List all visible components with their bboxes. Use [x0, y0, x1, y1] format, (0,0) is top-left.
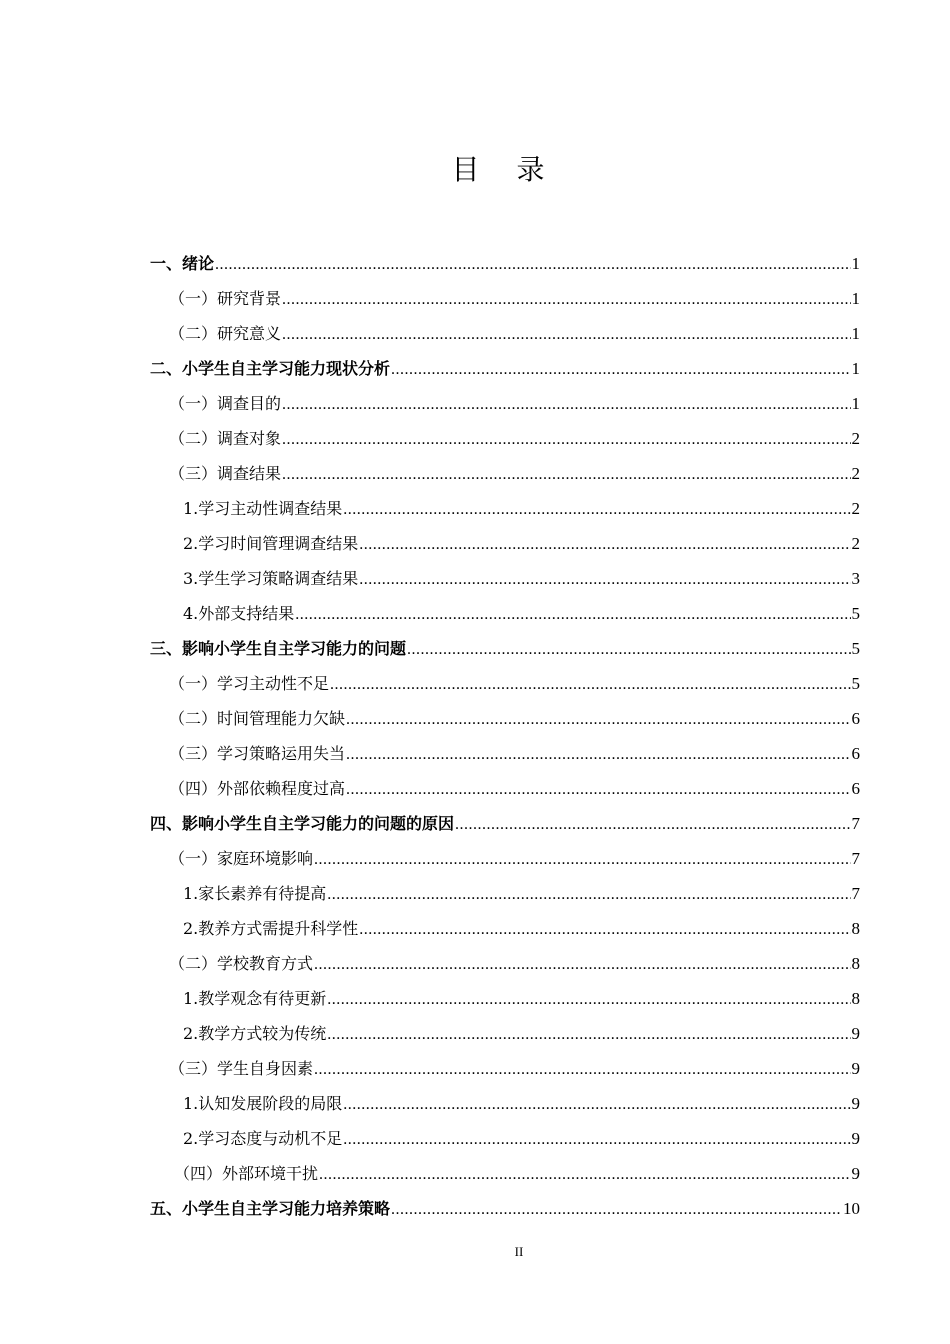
toc-entry[interactable] — [150, 386, 860, 421]
toc-dot-leader — [407, 632, 850, 667]
toc-entry[interactable] — [150, 526, 860, 561]
toc-entry[interactable] — [150, 841, 860, 876]
toc-entry[interactable] — [150, 596, 860, 631]
toc-entry-page-number: 7 — [851, 814, 860, 833]
toc-entry-title: （二）研究意义 — [169, 324, 282, 343]
toc-dot-leader — [359, 562, 850, 597]
toc-dot-leader — [330, 667, 850, 702]
toc-entry[interactable] — [150, 701, 860, 736]
toc-entry-title: 1.家长素养有待提高 — [183, 884, 327, 903]
toc-entry[interactable] — [150, 666, 860, 701]
toc-entry[interactable] — [150, 246, 860, 281]
toc-dot-leader — [215, 247, 850, 282]
toc-entry-title: （二）调查对象 — [169, 429, 282, 448]
toc-entry-page-number: 10 — [843, 1199, 860, 1218]
toc-entry-title: 3.学生学习策略调查结果 — [183, 569, 359, 588]
toc-entry-title: 2.学习态度与动机不足 — [183, 1129, 343, 1148]
toc-entry-page-number: 1 — [851, 359, 860, 378]
toc-dot-leader — [295, 597, 850, 632]
toc-dot-leader — [282, 317, 850, 352]
toc-dot-leader — [391, 352, 850, 387]
toc-dot-leader — [343, 492, 850, 527]
toc-dot-leader — [314, 1052, 850, 1087]
toc-entry-page-number: 1 — [851, 324, 860, 343]
toc-entry[interactable] — [150, 631, 860, 666]
toc-entry-page-number: 3 — [851, 569, 860, 588]
toc-entry[interactable] — [150, 1051, 860, 1086]
toc-entry-title: （一）学习主动性不足 — [169, 674, 330, 693]
toc-dot-leader — [327, 877, 850, 912]
toc-entry-page-number: 9 — [851, 1059, 860, 1078]
toc-dot-leader — [327, 982, 850, 1017]
toc-list — [150, 246, 860, 1226]
toc-entry-page-number: 6 — [851, 744, 860, 763]
toc-dot-leader — [282, 457, 850, 492]
toc-dot-leader — [346, 737, 850, 772]
toc-entry-page-number: 1 — [851, 394, 860, 413]
toc-entry-title: （三）学习策略运用失当 — [169, 744, 346, 763]
toc-entry-title: 1.认知发展阶段的局限 — [183, 1094, 343, 1113]
toc-entry-page-number: 5 — [851, 639, 860, 658]
toc-entry[interactable] — [150, 1086, 860, 1121]
toc-dot-leader — [327, 1017, 850, 1052]
page-number: II — [514, 1244, 524, 1259]
toc-entry[interactable] — [150, 491, 860, 526]
toc-dot-leader — [455, 807, 850, 842]
toc-entry-title: （二）学校教育方式 — [169, 954, 314, 973]
toc-entry-page-number: 9 — [851, 1129, 860, 1148]
toc-entry[interactable] — [150, 981, 860, 1016]
toc-entry-page-number: 8 — [851, 919, 860, 938]
toc-entry-page-number: 6 — [851, 709, 860, 728]
toc-entry-title: 四、影响小学生自主学习能力的问题的原因 — [150, 814, 455, 833]
toc-entry-page-number: 9 — [851, 1094, 860, 1113]
toc-entry-page-number: 5 — [851, 674, 860, 693]
toc-entry-page-number: 7 — [851, 884, 860, 903]
toc-entry-title: （四）外部依赖程度过高 — [169, 779, 346, 798]
toc-entry[interactable] — [150, 561, 860, 596]
toc-dot-leader — [343, 1122, 850, 1157]
toc-entry[interactable] — [150, 1121, 860, 1156]
toc-entry-page-number: 1 — [851, 254, 860, 273]
toc-entry-title: 2.教养方式需提升科学性 — [183, 919, 359, 938]
toc-title: 目 录 — [451, 153, 559, 186]
toc-entry-page-number: 1 — [851, 289, 860, 308]
toc-dot-leader — [282, 422, 850, 457]
toc-dot-leader — [319, 1157, 850, 1192]
toc-entry[interactable] — [150, 771, 860, 806]
toc-entry-page-number: 2 — [851, 499, 860, 518]
toc-entry-page-number: 9 — [851, 1164, 860, 1183]
toc-entry-title: （一）研究背景 — [169, 289, 282, 308]
toc-dot-leader — [346, 702, 850, 737]
toc-entry-title: （二）时间管理能力欠缺 — [169, 709, 346, 728]
toc-entry[interactable] — [150, 351, 860, 386]
toc-entry-title: 一、绪论 — [150, 254, 215, 273]
toc-entry[interactable] — [150, 1016, 860, 1051]
toc-dot-leader — [359, 527, 850, 562]
toc-dot-leader — [359, 912, 850, 947]
toc-entry-title: （三）学生自身因素 — [169, 1059, 314, 1078]
toc-entry[interactable] — [150, 316, 860, 351]
toc-entry[interactable] — [150, 421, 860, 456]
toc-entry[interactable] — [150, 806, 860, 841]
toc-entry[interactable] — [150, 1191, 860, 1226]
toc-entry-title: （一）调查目的 — [169, 394, 282, 413]
toc-entry[interactable] — [150, 456, 860, 491]
toc-dot-leader — [282, 282, 850, 317]
toc-entry-title: （四）外部环境干扰 — [174, 1164, 319, 1183]
toc-entry-page-number: 2 — [851, 534, 860, 553]
toc-entry-page-number: 2 — [851, 464, 860, 483]
toc-entry-page-number: 8 — [851, 989, 860, 1008]
toc-entry-title: （一）家庭环境影响 — [169, 849, 314, 868]
toc-entry-page-number: 2 — [851, 429, 860, 448]
toc-entry[interactable] — [150, 946, 860, 981]
toc-entry-title: 2.教学方式较为传统 — [183, 1024, 327, 1043]
toc-entry-title: 2.学习时间管理调查结果 — [183, 534, 359, 553]
toc-entry[interactable] — [150, 1156, 860, 1191]
toc-entry[interactable] — [150, 281, 860, 316]
toc-entry[interactable] — [150, 876, 860, 911]
toc-dot-leader — [282, 387, 850, 422]
toc-entry-title: 二、小学生自主学习能力现状分析 — [150, 359, 391, 378]
toc-entry-page-number: 8 — [851, 954, 860, 973]
toc-dot-leader — [391, 1192, 842, 1227]
toc-entry[interactable] — [150, 911, 860, 946]
toc-dot-leader — [314, 842, 850, 877]
toc-dot-leader — [314, 947, 850, 982]
toc-entry-title: 五、小学生自主学习能力培养策略 — [150, 1199, 391, 1218]
toc-dot-leader — [343, 1087, 850, 1122]
toc-entry-page-number: 7 — [851, 849, 860, 868]
toc-entry-page-number: 6 — [851, 779, 860, 798]
toc-dot-leader — [346, 772, 850, 807]
toc-entry-title: 三、影响小学生自主学习能力的问题 — [150, 639, 407, 658]
toc-entry-title: 1.教学观念有待更新 — [183, 989, 327, 1008]
toc-entry-title: （三）调查结果 — [169, 464, 282, 483]
toc-entry-page-number: 9 — [851, 1024, 860, 1043]
toc-entry-title: 1.学习主动性调查结果 — [183, 499, 343, 518]
toc-entry-page-number: 5 — [851, 604, 860, 623]
toc-entry[interactable] — [150, 736, 860, 771]
toc-entry-title: 4.外部支持结果 — [183, 604, 295, 623]
